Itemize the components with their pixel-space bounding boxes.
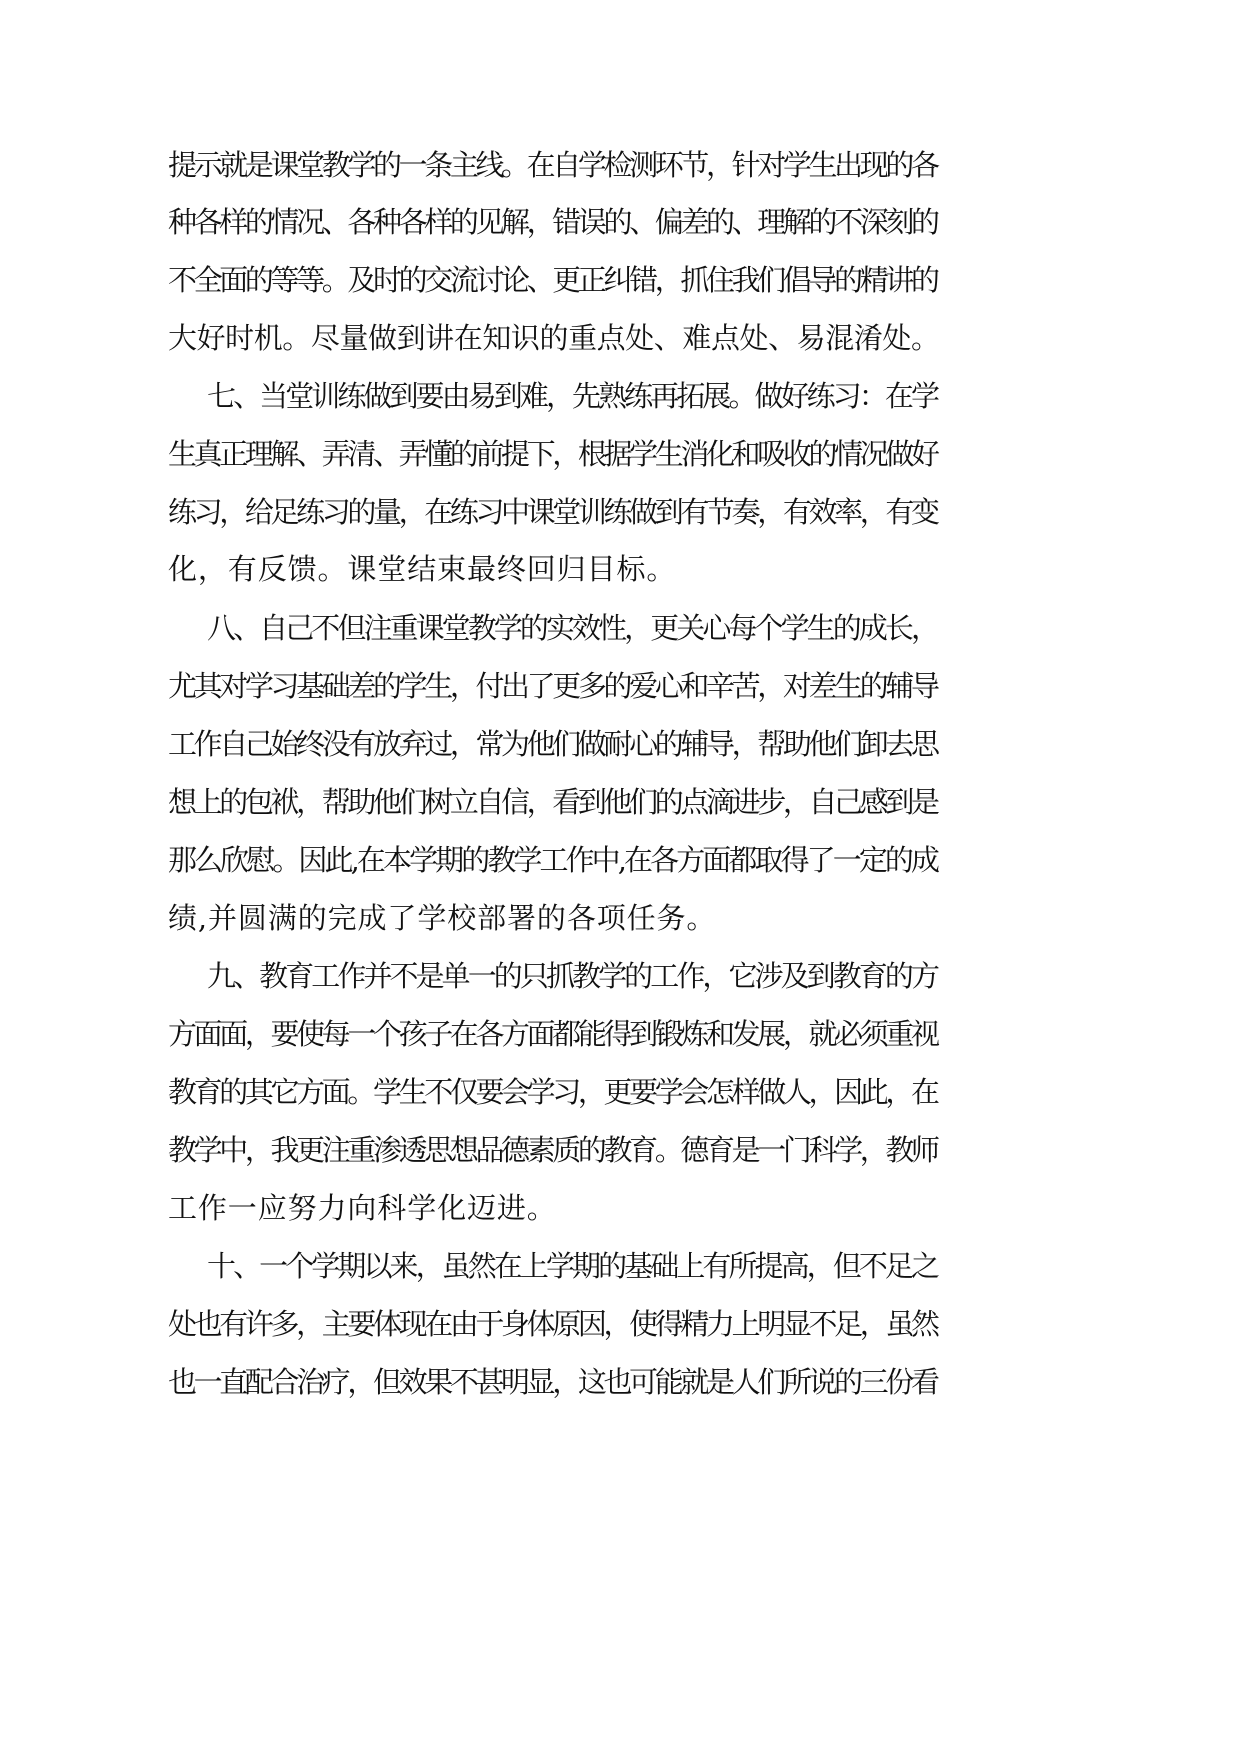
text-line: 练习，给足练习的量，在练习中课堂训练做到有节奏，有效率，有变	[168, 495, 937, 529]
text-line: 绩,并圆满的完成了学校部署的各项任务。	[168, 901, 717, 935]
text-line: 九、教育工作并不是单一的只抓教学的工作，它涉及到教育的方	[207, 959, 938, 993]
text-line: 不全面的等等。及时的交流讨论、更正纠错，抓住我们倡导的精讲的	[168, 263, 937, 297]
text-line: 方面面，要使每一个孩子在各方面都能得到锻炼和发展，就必须重视	[168, 1017, 937, 1051]
text-line: 教育的其它方面。学生不仅要会学习，更要学会怎样做人，因此，在	[168, 1075, 937, 1109]
text-line: 尤其对学习基础差的学生，付出了更多的爱心和辛苦，对差生的辅导	[168, 669, 937, 703]
text-line: 提示就是课堂教学的一条主线。在自学检测环节，针对学生出现的各	[168, 148, 937, 182]
text-line: 化，有反馈。课堂结束最终回归目标。	[168, 552, 677, 586]
text-line: 也一直配合治疗，但效果不甚明显，这也可能就是人们所说的三份看	[168, 1365, 937, 1399]
text-line: 那么欣慰。因此,在本学期的教学工作中,在各方面都取得了一定的成	[168, 843, 938, 877]
text-line: 教学中，我更注重渗透思想品德素质的教育。德育是一门科学，教师	[168, 1133, 937, 1167]
text-line: 生真正理解、弄清、弄懂的前提下，根据学生消化和吸收的情况做好	[168, 437, 937, 471]
text-line: 大好时机。尽量做到讲在知识的重点处、难点处、易混淆处。	[168, 321, 940, 355]
text-line: 种各样的情况、各种各样的见解，错误的、偏差的、理解的不深刻的	[168, 205, 937, 239]
text-line: 七、当堂训练做到要由易到难，先熟练再拓展。做好练习：在学	[207, 379, 938, 413]
text-line: 想上的包袱，帮助他们树立自信，看到他们的点滴进步，自己感到是	[168, 785, 937, 819]
text-line: 处也有许多，主要体现在由于身体原因，使得精力上明显不足，虽然	[168, 1307, 937, 1341]
text-line: 八、自己不但注重课堂教学的实效性，更关心每个学生的成长，	[207, 611, 938, 645]
text-line: 工作自己始终没有放弃过，常为他们做耐心的辅导，帮助他们卸去思	[168, 727, 937, 761]
text-line: 十、一个学期以来，虽然在上学期的基础上有所提高，但不足之	[207, 1249, 938, 1283]
text-line: 工作一应努力向科学化迈进。	[168, 1191, 557, 1225]
